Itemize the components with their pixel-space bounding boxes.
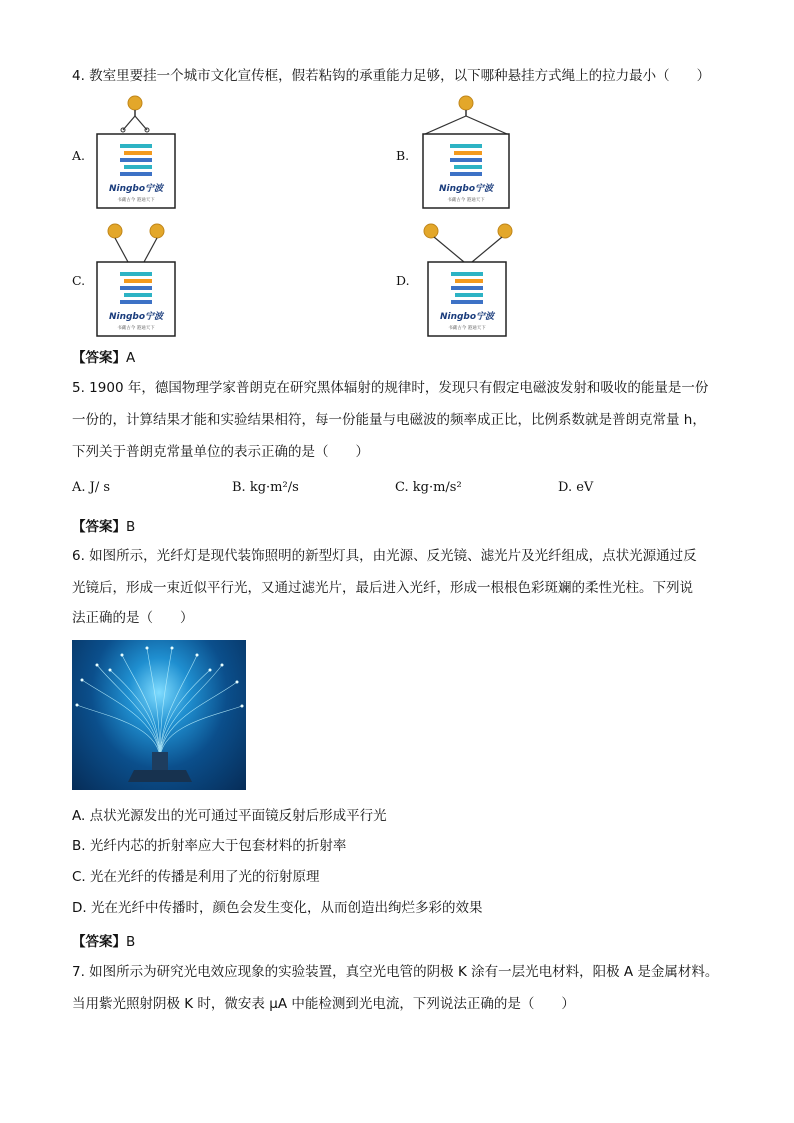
q6-option-c: C. 光在光纤的传播是利用了光的衍射原理 [72, 869, 320, 885]
fiber-optic-lamp-photo [72, 640, 246, 790]
svg-text:书藏古今 港通天下: 书藏古今 港通天下 [117, 326, 155, 331]
q4-frame-b-figure [410, 94, 520, 214]
q5-stem-line-3: 下列关于普朗克常量单位的表示正确的是（ ） [72, 444, 369, 460]
q7-stem-line-2: 当用紫光照射阴极 K 时，微安表 μA 中能检测到光电流，下列说法正确的是（ ） [72, 996, 575, 1012]
q4-frame-d-figure [420, 220, 520, 340]
q4-option-d-label: D. [396, 273, 410, 288]
hook-icon [150, 224, 164, 238]
svg-text:书藏古今 港通天下: 书藏古今 港通天下 [448, 326, 486, 331]
logo-text: Ningbo宁波 [438, 184, 494, 194]
svg-text:书藏古今 港通天下: 书藏古今 港通天下 [447, 198, 485, 203]
q6-stem-line-1: 6. 如图所示，光纤灯是现代装饰照明的新型灯具，由光源、反光镜、滤光片及光纤组成，点状光源通过反 [72, 548, 697, 564]
q4-option-a-label: A. [72, 148, 86, 163]
svg-text:书藏古今 港通天下: 书藏古今 港通天下 [117, 198, 155, 203]
logo-text: Ningbo宁波 [108, 184, 164, 194]
q4-option-c-label: C. [72, 273, 86, 288]
q5-option-a: A. J/ s [72, 480, 111, 495]
q5-option-c: C. kg·m/s² [395, 480, 462, 495]
q6-option-b: B. 光纤内芯的折射率应大于包套材料的折射率 [72, 838, 347, 854]
logo-text: Ningbo宁波 [439, 312, 495, 322]
q6-option-d: D. 光在光纤中传播时，颜色会发生变化，从而创造出绚烂多彩的效果 [72, 900, 483, 916]
q4-stem: 4. 教室里要挂一个城市文化宣传框，假若粘钩的承重能力足够，以下哪种悬挂方式绳上的拉力最小（ ） [72, 68, 711, 84]
q6-stem-line-2: 光镜后，形成一束近似平行光，又通过滤光片，最后进入光纤，形成一根根色彩斑斓的柔性光柱。下列说 [72, 580, 693, 596]
q5-option-b: B. kg·m²/s [232, 480, 299, 495]
q4-answer: 【答案】A [72, 350, 136, 366]
hook-icon [459, 96, 473, 110]
q4-option-b-label: B. [396, 148, 410, 163]
hook-icon [128, 96, 142, 110]
q6-stem-line-3: 法正确的是（ ） [72, 610, 194, 626]
q5-stem-line-1: 5. 1900 年，德国物理学家普朗克在研究黑体辐射的规律时，发现只有假定电磁波发射和吸收的能量是一份 [72, 380, 709, 396]
q4-frame-a-figure [90, 94, 190, 214]
q5-option-d: D. eV [558, 480, 594, 495]
hook-icon [424, 224, 438, 238]
q5-answer: 【答案】B [72, 519, 136, 535]
q6-answer: 【答案】B [72, 934, 136, 950]
hook-icon [498, 224, 512, 238]
logo-text: Ningbo宁波 [108, 312, 164, 322]
q5-stem-line-2: 一份的，计算结果才能和实验结果相符，每一份能量与电磁波的频率成正比，比例系数就是普朗克常量 h， [72, 412, 706, 428]
q6-option-a: A. 点状光源发出的光可通过平面镜反射后形成平行光 [72, 808, 387, 824]
q7-stem-line-1: 7. 如图所示为研究光电效应现象的实验装置，真空光电管的阴极 K 涂有一层光电材料，阳极 A 是金属材料。 [72, 964, 719, 980]
hook-icon [108, 224, 122, 238]
q4-frame-c-figure [90, 220, 190, 340]
